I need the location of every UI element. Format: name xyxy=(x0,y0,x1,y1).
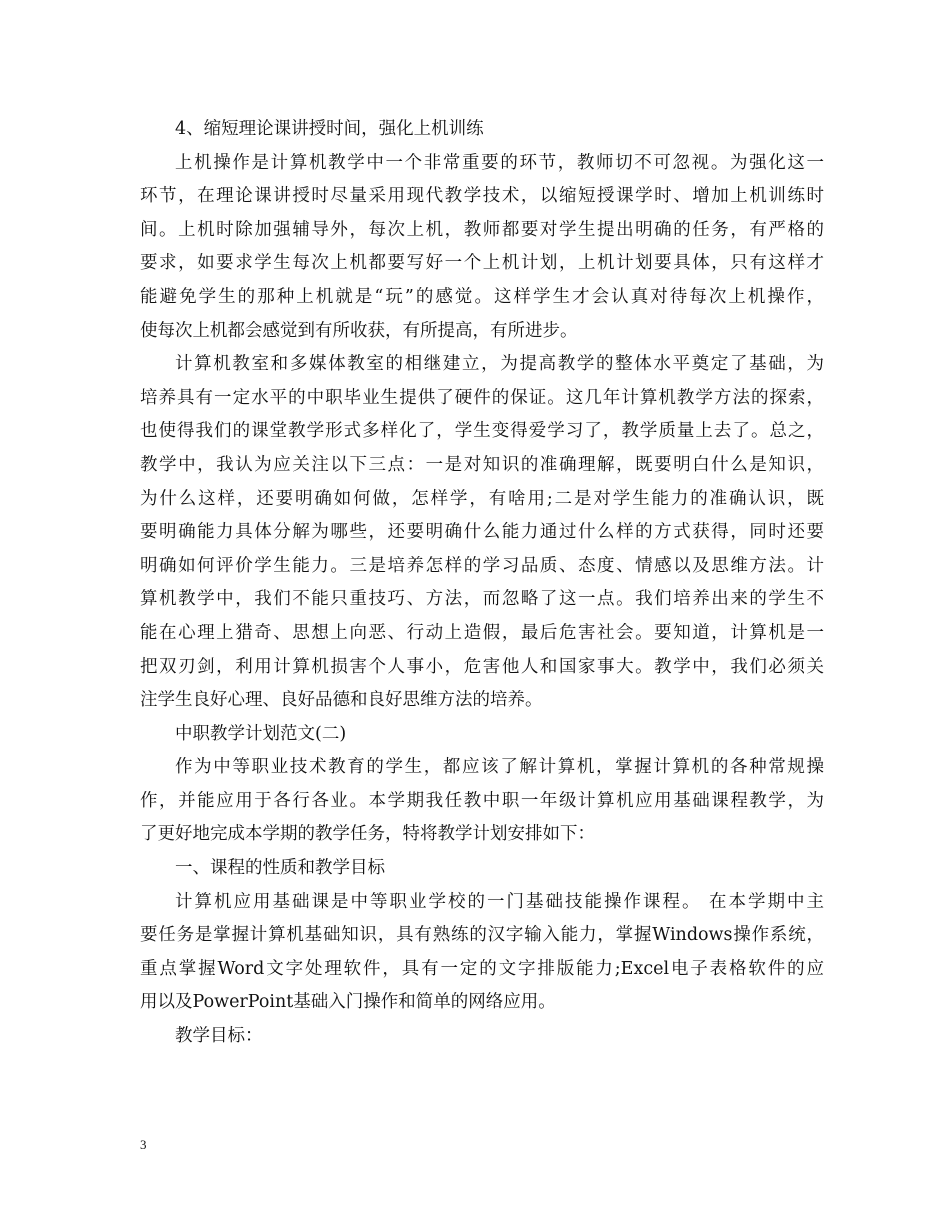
section-heading: 中职教学计划范文(二) xyxy=(175,723,347,744)
paragraph-line: 环节，在理论课讲授时尽量采用现代教学技术，以缩短授课学时、增加上机训练时 xyxy=(140,186,824,207)
paragraph-line: 明确如何评价学生能力。三是培养怎样的学习品质、态度、情感以及思维方法。计 xyxy=(140,555,824,576)
paragraph-line: 作，并能应用于各行各业。本学期我任教中职一年级计算机应用基础课程教学，为 xyxy=(140,790,824,811)
paragraph-line: 要任务是掌握计算机基础知识，具有熟练的汉字输入能力，掌握Windows操作系统， xyxy=(140,925,824,946)
paragraph-line: 能在心理上猎奇、思想上向恶、行动上造假，最后危害社会。要知道，计算机是一 xyxy=(140,622,824,643)
paragraph-line: 用以及PowerPoint基础入门操作和简单的网络应用。 xyxy=(140,992,556,1013)
paragraph-line: 要明确能力具体分解为哪些，还要明确什么能力通过什么样的方式获得，同时还要 xyxy=(140,522,824,543)
paragraph-line: 计算机教室和多媒体教室的相继建立，为提高教学的整体水平奠定了基础，为 xyxy=(175,354,824,375)
paragraph-line: 注学生良好心理、良好品德和良好思维方法的培养。 xyxy=(140,690,543,711)
paragraph-line: 能避免学生的那种上机就是“玩”的感觉。这样学生才会认真对待每次上机操作， xyxy=(140,286,824,307)
document-body xyxy=(140,113,824,1054)
paragraph-line: 使每次上机都会感觉到有所收获，有所提高，有所进步。 xyxy=(140,320,578,341)
paragraph-line: 上机操作是计算机教学中一个非常重要的环节，教师切不可忽视。为强化这一 xyxy=(175,152,824,173)
section-heading: 一、课程的性质和教学目标 xyxy=(175,858,385,879)
section-heading: 4、缩短理论课讲授时间，强化上机训练 xyxy=(175,119,484,139)
paragraph-line: 要求，如要求学生每次上机都要写好一个上机计划，上机计划要具体，只有这样才 xyxy=(140,253,824,274)
page-number: 3 xyxy=(140,1137,147,1152)
paragraph-line: 作为中等职业技术教育的学生，都应该了解计算机，掌握计算机的各种常规操 xyxy=(175,757,824,778)
section-heading: 教学目标： xyxy=(175,1026,263,1047)
paragraph-line: 教学中，我认为应关注以下三点：一是对知识的准确理解，既要明白什么是知识， xyxy=(140,454,824,475)
paragraph-line: 培养具有一定水平的中职毕业生提供了硬件的保证。这几年计算机教学方法的探索， xyxy=(140,387,824,408)
paragraph-line: 为什么这样，还要明确如何做，怎样学，有啥用;二是对学生能力的准确认识，既 xyxy=(140,488,824,509)
paragraph-line: 计算机应用基础课是中等职业学校的一门基础技能操作课程。 在本学期中主 xyxy=(175,891,824,912)
paragraph-line: 间。上机时除加强辅导外，每次上机，教师都要对学生提出明确的任务，有严格的 xyxy=(140,219,824,240)
paragraph-line: 了更好地完成本学期的教学任务，特将教学计划安排如下： xyxy=(140,824,595,845)
paragraph-line: 也使得我们的课堂教学形式多样化了，学生变得爱学习了，教学质量上去了。总之， xyxy=(140,421,824,442)
paragraph-line: 重点掌握Word文字处理软件，具有一定的文字排版能力;Excel电子表格软件的应 xyxy=(140,958,824,979)
paragraph-line: 把双刃剑，利用计算机损害个人事小，危害他人和国家事大。教学中，我们必须关 xyxy=(140,656,824,677)
paragraph-line: 算机教学中，我们不能只重技巧、方法，而忽略了这一点。我们培养出来的学生不 xyxy=(140,589,824,610)
